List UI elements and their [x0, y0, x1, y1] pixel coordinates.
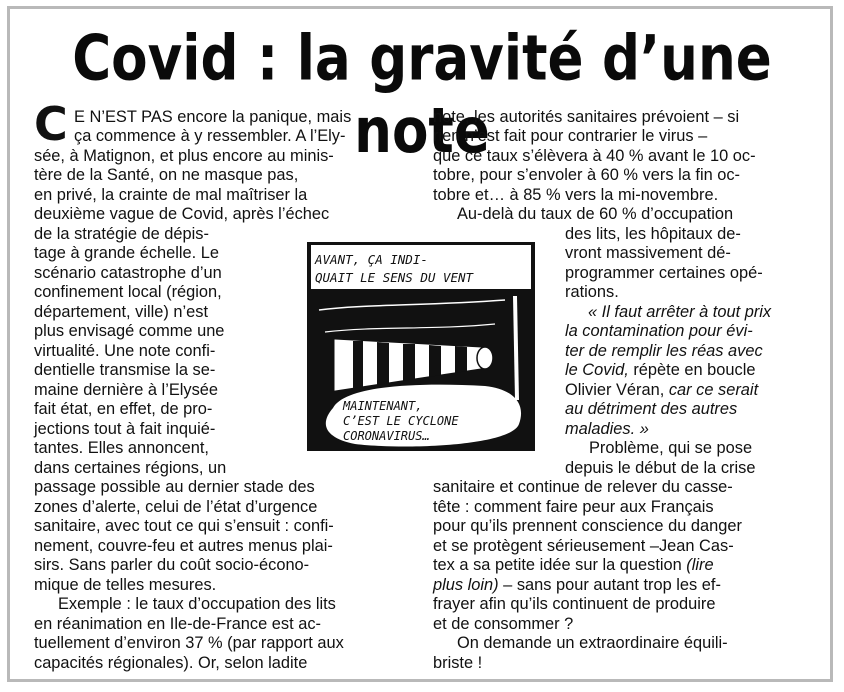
text-line: tête : comment faire peur aux Français [433, 498, 714, 516]
quote-fragment: le Covid, [565, 361, 629, 379]
text-line: confinement local (région, [34, 283, 222, 301]
text-line: sirs. Sans parler du coût socio-écono- [34, 556, 310, 574]
text-line: Au-delà du taux de 60 % d’occupation [457, 205, 734, 223]
text-line: note, les autorités sanitaires prévoient – si [433, 108, 740, 126]
text-line: département, ville) n’est [34, 303, 209, 321]
text-line: tobre et… à 85 % vers la mi-novembre. [433, 186, 719, 204]
text-line: tantes. Elles annoncent, [34, 439, 209, 457]
text-line: sée, à Matignon, et plus encore au minis- [34, 147, 334, 165]
text-line: depuis le début de la crise [565, 459, 756, 477]
text-line: mique de telles mesures. [34, 576, 217, 594]
text-fragment: – sans pour autant trop les ef- [498, 576, 721, 594]
text-line: tère de la Santé, on ne masque pas, [34, 166, 299, 184]
text-line: Problème, qui se pose [589, 439, 753, 457]
text-line: et de consommer ? [433, 615, 574, 633]
text-line: E N’EST PAS encore la panique, mais [74, 108, 352, 126]
quote-line: ter de remplir les réas avec [565, 342, 763, 360]
text-line [433, 576, 721, 595]
quote-line: « Il faut arrêter à tout prix [588, 303, 772, 321]
text-line: de la stratégie de dépis- [34, 225, 209, 243]
text-line: sanitaire et continue de relever du casse- [433, 478, 733, 496]
text-line: frayer afin qu’ils continuent de produire [433, 595, 716, 613]
dropcap: C [34, 97, 68, 151]
text-line: rien n’est fait pour contrarier le virus – [433, 127, 708, 145]
text-line: maine dernière à l’Elysée [34, 381, 219, 399]
text-line: rations. [565, 283, 619, 301]
text-line: tage à grande échelle. Le [34, 244, 219, 262]
text-line: programmer certaines opé- [565, 264, 763, 282]
text-line [565, 361, 755, 380]
text-line: dans certaines régions, un [34, 459, 227, 477]
text-line: pour qu’ils prennent conscience du danger [433, 517, 742, 535]
text-line: en privé, la crainte de mal maîtriser la [34, 186, 308, 204]
text-line: tobre, pour s’envoler à 60 % vers la fin oc- [433, 166, 741, 184]
text-line [565, 381, 758, 400]
headline: Covid : la gravité d’une note [72, 22, 772, 167]
text-line: jections tout à fait inquié- [34, 420, 216, 438]
text-fragment: tex a sa petite idée sur la question [433, 556, 682, 574]
text-line: que ce taux s’élèvera à 40 % avant le 10 oc- [433, 147, 756, 165]
text-line: vront massivement dé- [565, 244, 731, 262]
text-fragment: répète en boucle [628, 361, 756, 379]
text-line: nement, couvre-feu et autres menus plai- [34, 537, 333, 555]
text-fragment: Olivier Véran, [565, 381, 665, 399]
text-line: et se protègent sérieusement –Jean Cas- [433, 537, 734, 555]
aside-fragment: plus loin) [433, 576, 499, 594]
text-line: sanitaire, avec tout ce qui s’ensuit : confi- [34, 517, 334, 535]
text-line [433, 556, 714, 575]
text-line: virtualité. Une note confi- [34, 342, 216, 360]
caption-top-line: QUAIT LE SENS DU VENT [315, 270, 474, 285]
caption-bottom-line: C’EST LE CYCLONE [343, 414, 459, 428]
text-line: en réanimation en Ile-de-France est ac- [34, 615, 321, 633]
text-line: On demande un extraordinaire équili- [457, 634, 728, 652]
quote-line: au détriment des autres [565, 400, 738, 418]
caption-bottom-line: MAINTENANT, [343, 399, 423, 413]
text-line: briste ! [433, 654, 483, 672]
text-line: des lits, les hôpitaux de- [565, 225, 741, 243]
quote-line: maladies. » [565, 420, 649, 438]
quote-line: la contamination pour évi- [565, 322, 753, 340]
text-line: scénario catastrophe d’un [34, 264, 222, 282]
text-line: fait état, en effet, de pro- [34, 400, 213, 418]
text-line: deuxième vague de Covid, après l’échec [34, 205, 330, 223]
text-line: passage possible au dernier stade des [34, 478, 315, 496]
aside-fragment: (lire [681, 556, 714, 574]
caption-top-line: AVANT, ÇA INDI- [315, 252, 428, 267]
caption-bottom-line: CORONAVIRUS… [343, 429, 430, 443]
quote-fragment: car ce serait [664, 381, 759, 399]
text-line: plus envisagé comme une [34, 322, 225, 340]
text-line: ça commence à y ressembler. A l’Ely- [74, 127, 346, 145]
text-line: capacités régionales). Or, selon ladite [34, 654, 308, 672]
text-line: Exemple : le taux d’occupation des lits [58, 595, 336, 613]
text-line: tuellement d’environ 37 % (par rapport aux [34, 634, 344, 652]
cartoon-illustration [305, 240, 537, 453]
text-line: dentielle transmise la se- [34, 361, 216, 379]
text-line: zones d’alerte, celui de l’état d’urgence [34, 498, 318, 516]
windsock-pole [515, 296, 517, 400]
